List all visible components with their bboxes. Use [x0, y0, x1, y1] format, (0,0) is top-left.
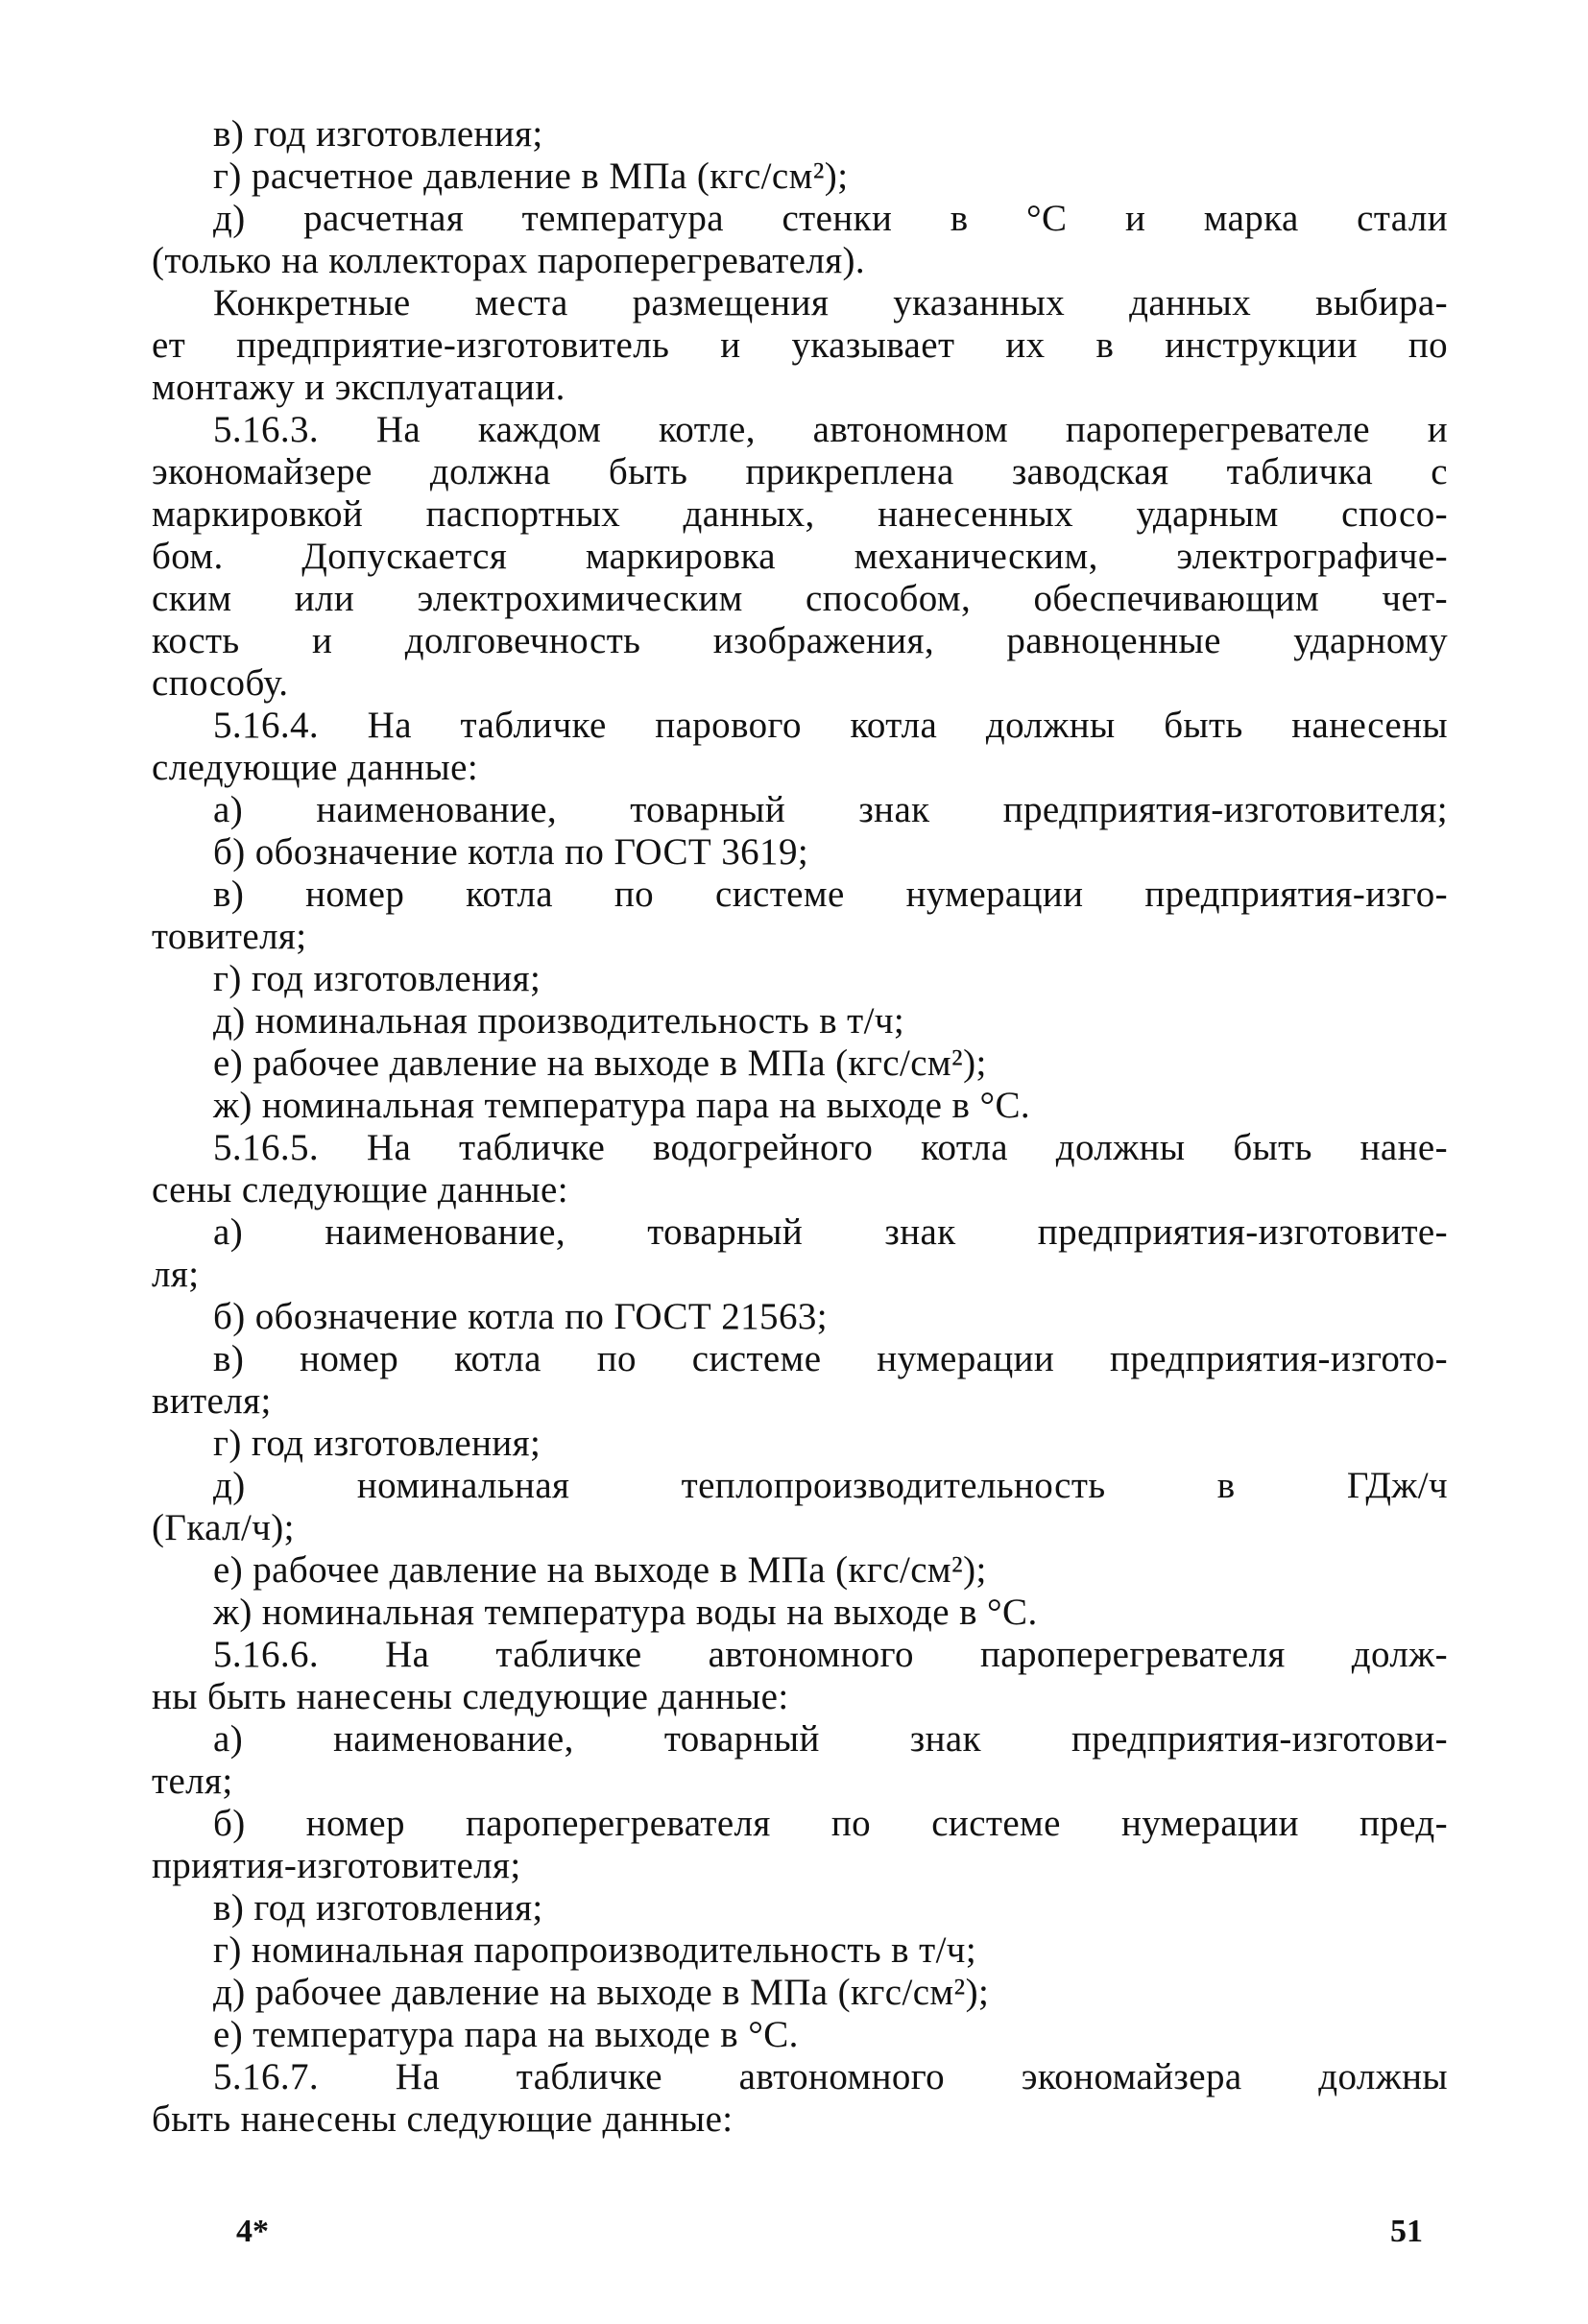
text-line: г) год изготовления; [213, 958, 541, 999]
text-line: ж) номинальная температура пара на выходе в °С. [213, 1085, 1031, 1126]
text-line: 5.16.4. На табличке парового котла должны быть нанесены [213, 705, 1448, 746]
text-line: б) номер пароперегревателя по системе нумерации пред- [213, 1803, 1448, 1844]
text-line: следующие данные: [152, 747, 479, 788]
text-line: д) расчетная температура стенки в °С и марка стали [213, 198, 1448, 239]
text-line: е) температура пара на выходе в °С. [213, 2014, 799, 2055]
text-line: 5.16.3. На каждом котле, автономном пароперегревателе и [213, 409, 1448, 450]
text-line: ж) номинальная температура воды на выходе в °С. [213, 1592, 1038, 1633]
text-line: маркировкой паспортных данных, нанесенных ударным спосо- [152, 493, 1448, 535]
text-line: вителя; [152, 1380, 272, 1422]
text-line: ны быть нанесены следующие данные: [152, 1676, 789, 1717]
text-line: д) рабочее давление на выходе в МПа (кгс/см²); [213, 1972, 990, 2013]
text-line: в) номер котла по системе нумерации предприятия-изго- [213, 874, 1448, 915]
text-line: в) год изготовления; [213, 113, 543, 155]
page-number: 51 [1390, 2214, 1423, 2249]
text-line: сены следующие данные: [152, 1169, 568, 1210]
text-line: в) год изготовления; [213, 1887, 543, 1929]
text-line: Конкретные места размещения указанных данных выбира- [213, 282, 1448, 323]
text-line: в) номер котла по системе нумерации предприятия-изгото- [213, 1338, 1448, 1379]
text-line: е) рабочее давление на выходе в МПа (кгс/см²); [213, 1042, 987, 1084]
text-line: 5.16.7. На табличке автономного экономайзера должны [213, 2056, 1448, 2097]
text-line: (Гкал/ч); [152, 1507, 295, 1548]
text-line: быть нанесены следующие данные: [152, 2098, 734, 2140]
text-line: приятия-изготовителя; [152, 1845, 521, 1886]
text-line: ским или электрохимическим способом, обеспечивающим чет- [152, 578, 1448, 619]
page-text-body [152, 113, 1448, 2141]
text-line: а) наименование, товарный знак предприятия-изготовителя; [213, 789, 1448, 830]
text-line: а) наименование, товарный знак предприятия-изготови- [213, 1718, 1448, 1760]
text-line: б) обозначение котла по ГОСТ 3619; [213, 831, 809, 873]
text-line: б) обозначение котла по ГОСТ 21563; [213, 1296, 828, 1337]
text-line: д) номинальная производительность в т/ч; [213, 1000, 905, 1042]
text-line: г) год изготовления; [213, 1423, 541, 1464]
text-line: 5.16.5. На табличке водогрейного котла должны быть нане- [213, 1127, 1448, 1168]
text-line: г) расчетное давление в МПа (кгс/см²); [213, 156, 849, 197]
text-line: теля; [152, 1761, 233, 1802]
text-line: ет предприятие-изготовитель и указывает их в инструкции по [152, 324, 1448, 366]
text-line: ля; [152, 1254, 200, 1295]
text-line: способу. [152, 662, 289, 704]
text-line: товителя; [152, 916, 307, 957]
text-line: бом. Допускается маркировка механическим, электрографиче- [152, 536, 1448, 577]
text-line: экономайзере должна быть прикреплена заводская табличка с [152, 451, 1448, 492]
text-line: е) рабочее давление на выходе в МПа (кгс/см²); [213, 1549, 987, 1591]
page-footer [0, 2214, 1588, 2262]
text-line: кость и долговечность изображения, равноценные ударному [152, 620, 1448, 661]
text-line: д) номинальная теплопроизводительность в ГДж/ч [213, 1465, 1448, 1506]
text-line: а) наименование, товарный знак предприятия-изготовите- [213, 1211, 1448, 1253]
text-line: 5.16.6. На табличке автономного пароперегревателя долж- [213, 1634, 1448, 1675]
text-line: г) номинальная паропроизводительность в т/ч; [213, 1929, 977, 1971]
text-line: монтажу и эксплуатации. [152, 367, 565, 408]
signature-mark: 4* [236, 2214, 269, 2249]
text-line: (только на коллекторах пароперегревателя). [152, 240, 866, 281]
